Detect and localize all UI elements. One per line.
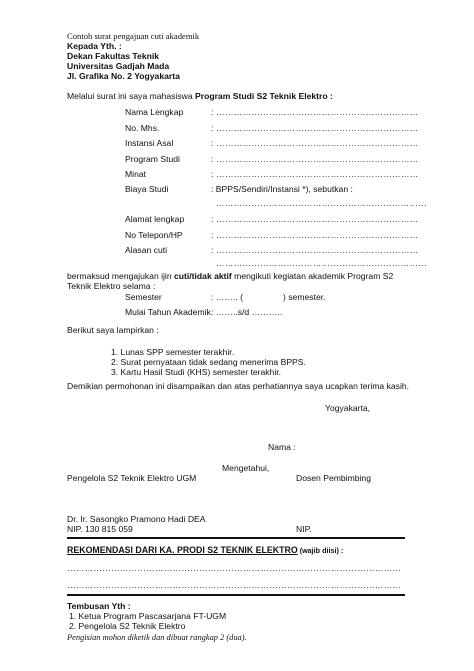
tembusan-item: 2. Pengelola S2 Teknik Elektro — [69, 621, 186, 631]
field-value-no-mhs[interactable]: : …………………………………………………………… — [211, 123, 419, 133]
mulai-field[interactable]: : ……..s/d ……….. — [211, 307, 283, 317]
semester-field[interactable] — [211, 292, 326, 302]
field-label-biaya-studi: Biaya Studi — [125, 184, 169, 194]
program-name: Program Studi S2 Teknik Elektro : — [195, 91, 333, 101]
attachments-heading: Berikut saya lampirkan : — [67, 325, 159, 335]
field-value-nama[interactable]: : …………………………………………………………… — [211, 107, 419, 117]
recommendation-note: (wajib diisi) : — [297, 546, 344, 555]
intro-sentence — [67, 91, 333, 101]
semester-value-prefix: : …….. ( — [211, 292, 243, 302]
mulai-label: Mulai Tahun Akademik — [125, 307, 211, 317]
closing-statement: Demikian permohonan ini disampaikan dan atas perhatiannya saya ucapkan terima kasih. — [67, 381, 410, 391]
field-value-instansi[interactable]: : …………………………………………………………… — [211, 138, 419, 148]
section-divider — [67, 537, 405, 539]
request-text-a: bermaksud mengajukan ijin — [67, 271, 175, 281]
field-label-alamat: Alamat lengkap — [125, 214, 185, 224]
semester-label: Semester — [125, 292, 162, 302]
field-value-alasan[interactable]: : …………………………………………………………… — [211, 245, 419, 255]
attachment-item: 3. Kartu Hasil Studi (KHS) semester terakhir. — [111, 367, 282, 377]
request-line-1 — [67, 271, 393, 281]
signer-left-nip: NIP. 130 815 059 — [67, 524, 133, 534]
field-value-program-studi[interactable]: : …………………………………………………………… — [211, 154, 419, 164]
attachment-item: 2. Surat pernyataan tidak sedang menerima BPPS. — [111, 357, 306, 367]
attachment-item: 1. Lunas SPP semester terakhir. — [111, 347, 235, 357]
field-label-alasan: Alasan cuti — [125, 245, 168, 255]
document-type-label: Contoh surat pengajuan cuti akademik — [67, 31, 200, 41]
field-value-biaya-studi[interactable]: : BPPS/Sendiri/Instansi *), sebutkan : — [211, 184, 353, 194]
field-label-minat: Minat — [125, 169, 147, 179]
section-divider — [67, 594, 405, 596]
signer-right-nip: NIP. — [296, 524, 312, 534]
field-label-telepon: No Telepon/HP — [125, 230, 183, 240]
semester-value-suffix: ) semester. — [283, 292, 326, 302]
field-value-alasan-extra[interactable]: ……………………………………………………………… — [216, 258, 428, 268]
recipient-address: Jl. Grafika No. 2 Yogyakarta — [67, 71, 180, 81]
recommendation-heading — [67, 545, 343, 555]
field-label-nama: Nama Lengkap — [125, 107, 184, 117]
request-status-option: cuti/tidak aktif — [174, 271, 232, 281]
recommendation-title: REKOMENDASI DARI KA. PRODI S2 TEKNIK ELEKTRO — [67, 545, 298, 555]
intro-prefix: Melalui surat ini saya mahasiswa — [67, 91, 196, 101]
footer-note: Pengisian mohon diketik dan dibuat rangkap 2 (dua). — [67, 633, 247, 642]
recommendation-line-2[interactable]: …………………………………………………………………………………………………… — [67, 580, 402, 590]
recipient-title: Dekan Fakultas Teknik — [67, 51, 160, 61]
request-text-b: mengikuti kegiatan akademik Program S2 — [231, 271, 394, 281]
tembusan-item: 1. Ketua Program Pascasarjana FT-UGM — [69, 611, 227, 621]
field-label-no-mhs: No. Mhs. — [125, 123, 160, 133]
recommendation-line-1[interactable]: …………………………………………………………………………………………………… — [67, 563, 402, 573]
recipient-salutation: Kepada Yth. : — [67, 41, 122, 51]
field-value-minat[interactable]: : …………………………………………………………… — [211, 169, 419, 179]
field-value-biaya-studi-extra[interactable]: ……………………………………………………………… — [216, 198, 428, 208]
field-label-program-studi: Program Studi — [125, 154, 180, 164]
recipient-university: Universitas Gadjah Mada — [67, 61, 170, 71]
field-value-alamat[interactable]: : …………………………………………………………… — [211, 214, 419, 224]
field-label-instansi: Instansi Asal — [125, 138, 174, 148]
tembusan-heading: Tembusan Yth : — [67, 601, 131, 611]
signer-right-title: Dosen Pembimbing — [296, 473, 371, 483]
applicant-name-label: Nama : — [268, 442, 296, 452]
signer-left-title: Pengelola S2 Teknik Elektro UGM — [67, 473, 197, 483]
mengetahui-label: Mengetahui, — [222, 463, 270, 473]
request-line-2: Teknik Elektro selama : — [67, 281, 156, 291]
field-value-telepon[interactable]: : …………………………………………………………… — [211, 230, 419, 240]
signer-left-name: Dr. Ir. Sasongko Pramono Hadi DEA — [67, 514, 206, 524]
place-date: Yogyakarta, — [325, 403, 371, 413]
